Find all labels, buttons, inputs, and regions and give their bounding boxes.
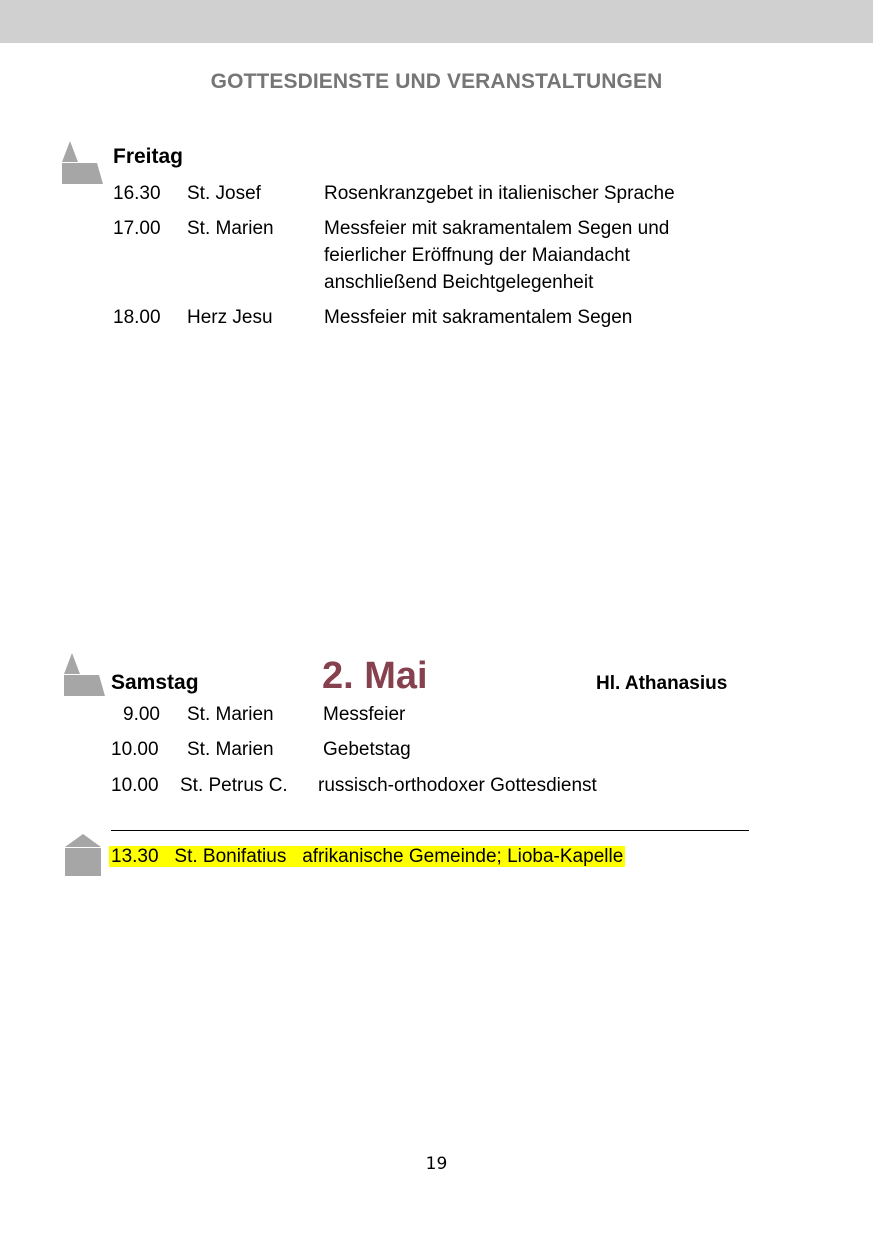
description: Messfeier [323,704,406,725]
day-heading-samstag: Samstag [111,671,199,694]
time: 18.00 [113,307,161,328]
description: Messfeier mit sakramentalem Segen und [324,218,670,239]
church-icon [63,653,105,696]
place: St. Marien [187,739,274,760]
saint-of-day: Hl. Athanasius [596,673,728,694]
place: St. Marien [187,704,274,725]
description: anschließend Beichtgelegenheit [324,272,594,293]
divider-line [111,830,749,831]
time: 10.00 [111,775,159,796]
time: 17.00 [113,218,161,239]
day-heading-freitag: Freitag [113,145,184,168]
chapel-icon [65,834,101,876]
time: 9.00 [123,704,160,725]
church-icon [61,141,103,184]
time: 16.30 [113,183,161,204]
highlighted-entry [109,843,625,870]
place: St. Bonifatius [174,846,287,867]
highlight-mark [109,846,625,867]
description: afrikanische Gemeinde; Lioba-Kapelle [302,846,624,867]
description: Rosenkranzgebet in italienischer Sprache [324,183,675,204]
time: 10.00 [111,739,159,760]
description: feierlicher Eröffnung der Maiandacht [324,245,630,266]
place: St. Marien [187,218,274,239]
description: russisch-orthodoxer Gottesdienst [318,775,597,796]
description: Messfeier mit sakramentalem Segen [324,307,633,328]
top-bar [0,0,873,43]
description: Gebetstag [323,739,411,760]
date-heading: 2. Mai [322,655,428,697]
place: Herz Jesu [187,307,273,328]
place: St. Petrus C. [180,775,288,796]
page-title: GOTTESDIENSTE UND VERANSTALTUNGEN [210,70,663,93]
page-number: 19 [425,1154,448,1174]
place: St. Josef [187,183,261,204]
time: 13.30 [111,846,159,867]
